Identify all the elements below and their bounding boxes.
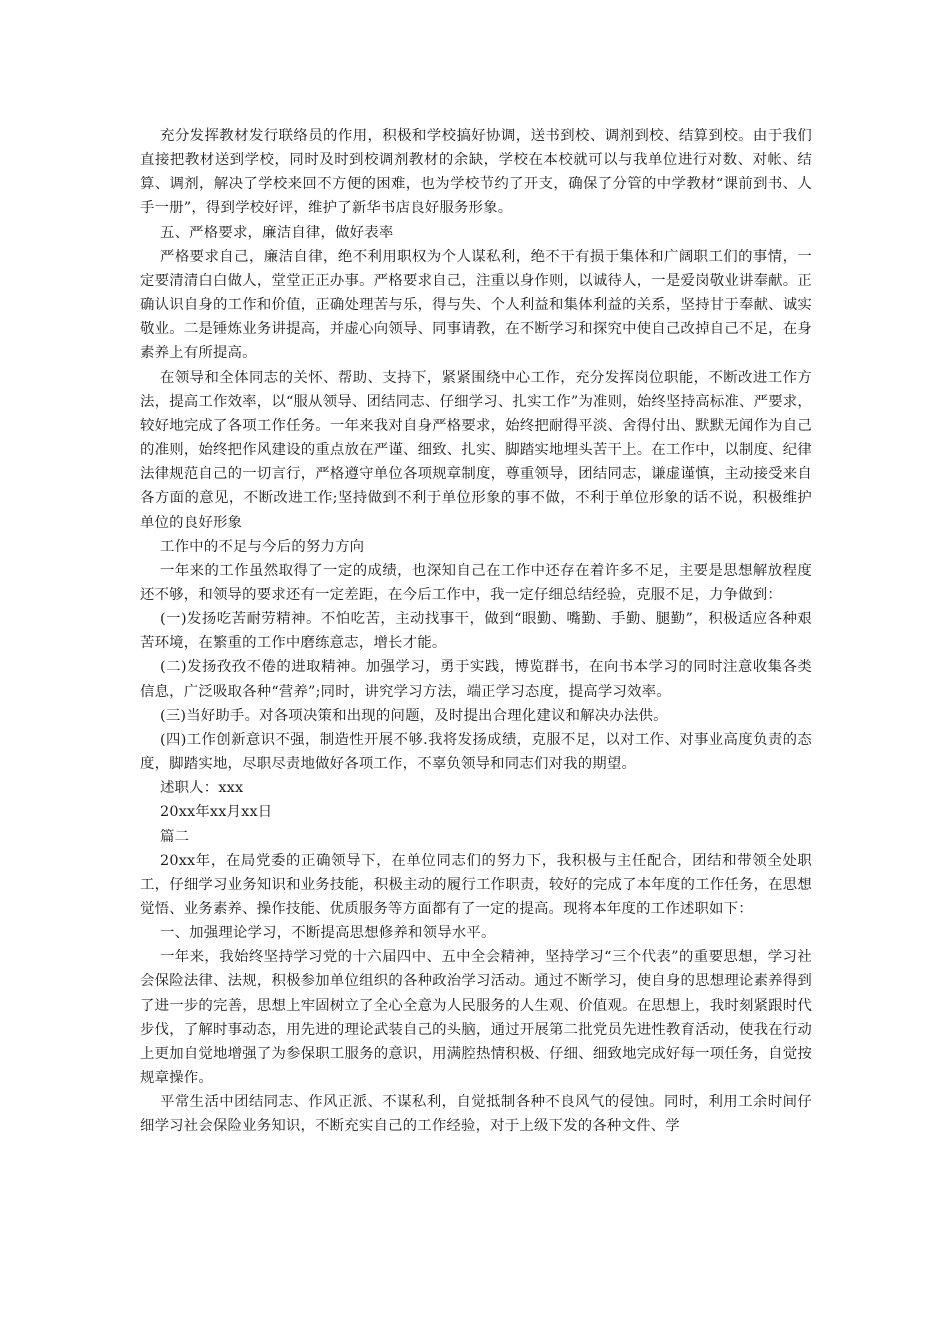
list-item: (二)发扬孜孜不倦的进取精神。加强学习，勇于实践，博览群书，在向书本学习的同时注意收集各类信息，广泛吸取各种“营养”;同时，讲究学习方法，端正学习态度，提高学习效率。 — [140, 659, 812, 700]
list-item: (一)发扬吃苦耐劳精神。不怕吃苦，主动找事干，做到“眼勤、嘴勤、手勤、腿勤”，积极适应各种艰苦环境，在繁重的工作中磨练意志，增长才能。 — [140, 611, 812, 652]
paragraph: 平常生活中团结同志、作风正派、不谋私利，自觉抵制各种不良风气的侵蚀。同时，利用工余时间仔细学习社会保险业务知识，不断充实自己的工作经验，对于上级下发的各种文件、学 — [140, 1094, 812, 1135]
list-item: (三)当好助手。对各项决策和出现的问题，及时提出合理化建议和解决办法供。 — [160, 707, 668, 724]
section-heading: 五、严格要求，廉洁自律，做好表率 — [160, 224, 394, 241]
document-body — [140, 124, 812, 1139]
signature-line: 述职人：xxx — [160, 780, 244, 797]
paragraph: 一年来的工作虽然取得了一定的成绩，也深知自己在工作中还存在着许多不足，主要是思想解放程度还不够，和领导的要求还有一定差距，在今后工作中，我一定仔细总结经验，克服不足，力争做到： — [140, 562, 812, 603]
paragraph: 在领导和全体同志的关怀、帮助、支持下，紧紧围绕中心工作，充分发挥岗位职能，不断改进工作方法，提高工作效率，以“服从领导、团结同志、仔细学习、扎实工作”为准则，始终坚持高标准、严要求，较好地完成了各项工作任务。一年来我对自身严格要求，始终把耐得平淡、舍得付出、默默无闻作为自己的准则，始终把作风建设的重点放在严谨、细致、扎实、脚踏实地埋头苦干上。在工作中，以制度、纪律法律规范自己的一切言行，严格遵守单位各项规章制度，尊重领导，团结同志，谦虚谨慎，主动接受来自各方面的意见，不断改进工作;坚持做到不利于单位形象的事不做，不利于单位形象的话不说，积极维护单位的良好形象 — [140, 369, 812, 531]
paragraph: 20xx年，在局党委的正确领导下，在单位同志们的努力下，我积极与主任配合，团结和带领全处职工，仔细学习业务知识和业务技能，积极主动的履行工作职责，较好的完成了本年度的工作任务，在思想觉悟、业务素养、操作技能、优质服务等方面都有了一定的提高。现将本年度的工作述职如下： — [140, 852, 812, 917]
paragraph: 一年来，我始终坚持学习党的十六届四中、五中全会精神，坚持学习“三个代表”的重要思想，学习社会保险法律、法规，积极参加单位组织的各种政治学习活动。通过不断学习，使自身的思想理论素养得到了进一步的完善，思想上牢固树立了全心全意为人民服务的人生观、价值观。在思想上，我时刻紧跟时代步伐，了解时事动态，用先进的理论武装自己的头脑，通过开展第二批党员先进性教育活动，使我在行动上更加自觉地增强了为参保职工服务的意识，用满腔热情积极、仔细、细致地完成好每一项任务，自觉按规章操作。 — [140, 949, 812, 1087]
section-heading: 一、加强理论学习，不断提高思想修养和领导水平。 — [160, 925, 496, 942]
section-title: 篇二 — [160, 828, 190, 845]
paragraph: 充分发挥教材发行联络员的作用，积极和学校搞好协调，送书到校、调剂到校、结算到校。由于我们直接把教材送到学校，同时及时到校调剂教材的余缺，学校在本校就可以与我单位进行对数、对帐、结算、调剂，解决了学校来回不方便的困难，也为学校节约了开支，确保了分管的中学教材“课前到书、人手一册”，得到学校好评，维护了新华书店良好服务形象。 — [140, 128, 812, 217]
list-item: (四)工作创新意识不强，制造性开展不够.我将发扬成绩，克服不足，以对工作、对事业高度负责的态度，脚踏实地，尽职尽责地做好各项工作，不辜负领导和同志们对我的期望。 — [140, 731, 812, 773]
section-heading: 工作中的不足与今后的努力方向 — [160, 538, 365, 555]
paragraph: 严格要求自己，廉洁自律，绝不利用职权为个人谋私利，绝不干有损于集体和广阔职工们的事情，一定要清清白白做人，堂堂正正办事。严格要求自己，注重以身作则，以诚待人，一是爱岗敬业讲奉献。正确认识自身的工作和价值，正确处理苦与乐，得与失、个人利益和集体利益的关系，坚持甘于奉献、诚实敬业。二是锤炼业务讲提高，并虚心向领导、同事请教，在不断学习和探究中使自己改掉自己不足，在身素养上有所提高。 — [140, 248, 812, 362]
date-line: 20xx年xx月xx日 — [160, 804, 273, 821]
